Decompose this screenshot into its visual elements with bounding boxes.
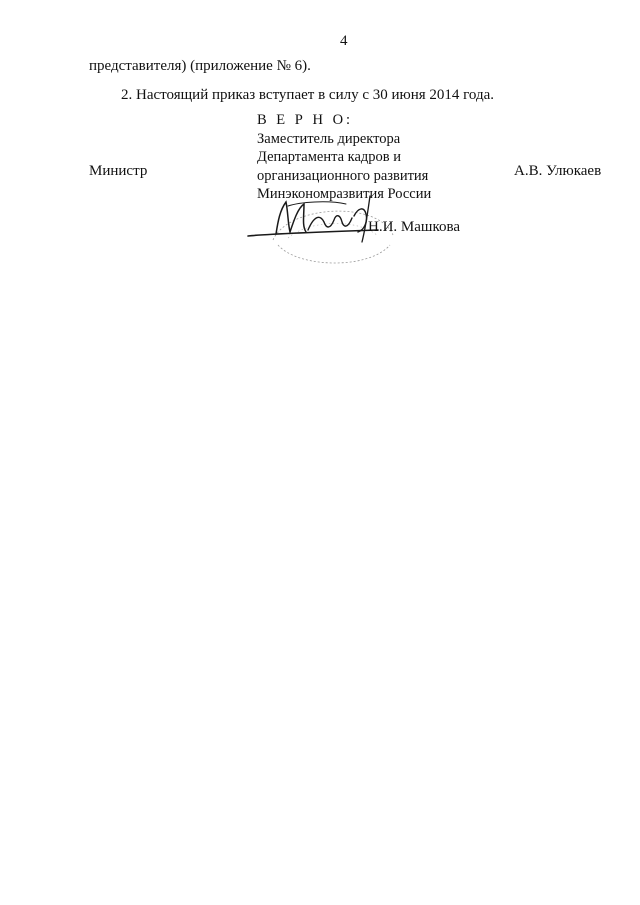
page-number: 4 <box>340 33 348 49</box>
signatory-name: А.В. Улюкаев <box>514 163 602 179</box>
certifier-position-line: Заместитель директора <box>257 130 401 147</box>
certifier-position-line: организационного развития <box>257 167 429 184</box>
certification-heading: В Е Р Н О: <box>257 112 354 128</box>
certifier-position-line: Департамента кадров и <box>257 149 402 165</box>
body-text-line: представителя) (приложение № 6). <box>89 58 311 74</box>
certifier-name: Н.И. Машкова <box>368 219 461 235</box>
body-text-paragraph: 2. Настоящий приказ вступает в силу с 30 июня 2014 года. <box>121 87 495 103</box>
certifier-position-line: Минэкономразвития России <box>257 186 432 202</box>
signatory-title: Министр <box>89 163 148 179</box>
